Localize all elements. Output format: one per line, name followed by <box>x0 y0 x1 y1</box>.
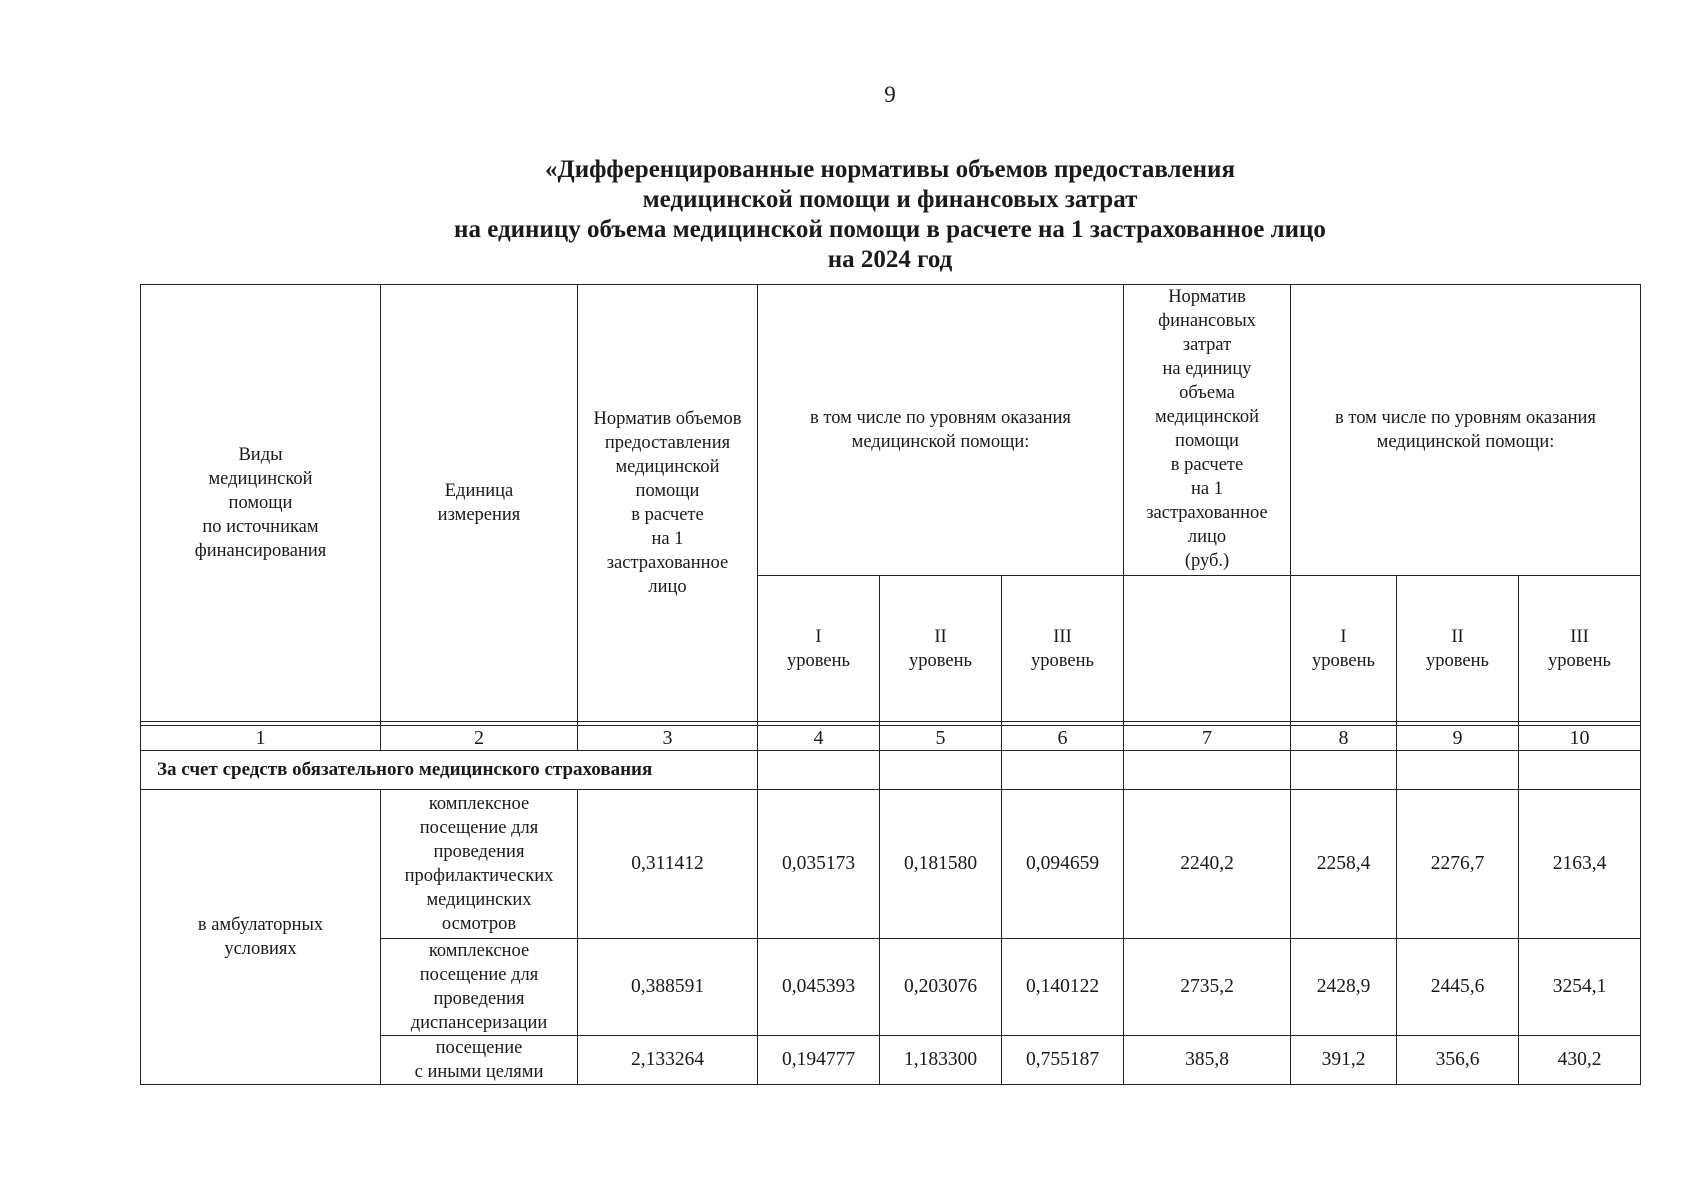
value-cell: 0,755187 <box>1002 1036 1124 1085</box>
value-cell: 2276,7 <box>1397 790 1519 939</box>
column-number: 1 <box>141 726 381 751</box>
value-cell: 0,140122 <box>1002 939 1124 1036</box>
column-number: 4 <box>758 726 880 751</box>
column-number: 6 <box>1002 726 1124 751</box>
value-cell: 2735,2 <box>1124 939 1291 1036</box>
value-cell: 385,8 <box>1124 1036 1291 1085</box>
title-line-1: «Дифференцированные нормативы объемов предоставления <box>545 156 1235 183</box>
value-cell: 2258,4 <box>1291 790 1397 939</box>
value-cell: 0,203076 <box>880 939 1002 1036</box>
row-unit: комплексное посещение для проведения профилактических медицинских осмотров <box>381 790 578 939</box>
column-number: 9 <box>1397 726 1519 751</box>
header-volume-level-1: I уровень <box>758 576 880 722</box>
header-cost-level-3: III уровень <box>1519 576 1641 722</box>
title-line-3: на единицу объема медицинской помощи в расчете на 1 застрахованное лицо <box>454 216 1326 243</box>
header-care-type: Виды медицинской помощи по источникам финансирования <box>141 285 381 722</box>
column-number: 2 <box>381 726 578 751</box>
row-unit: комплексное посещение для проведения диспансеризации <box>381 939 578 1036</box>
value-cell: 356,6 <box>1397 1036 1519 1085</box>
norms-table <box>140 284 1641 1085</box>
value-cell: 0,094659 <box>1002 790 1124 939</box>
value-cell: 391,2 <box>1291 1036 1397 1085</box>
header-volume-level-3: III уровень <box>1002 576 1124 722</box>
table-row <box>141 790 1641 939</box>
title-line-4: на 2024 год <box>827 246 953 273</box>
document-title <box>360 155 1420 275</box>
column-number: 7 <box>1124 726 1291 751</box>
value-cell: 0,035173 <box>758 790 880 939</box>
value-cell: 0,388591 <box>578 939 758 1036</box>
header-unit: Единица измерения <box>381 285 578 722</box>
column-number: 10 <box>1519 726 1641 751</box>
group-label: в амбулаторных условиях <box>141 790 381 1085</box>
header-cost-levels-group: в том числе по уровням оказания медицинской помощи: <box>1291 285 1641 576</box>
header-volume-norm: Норматив объемов предоставления медицинской помощи в расчете на 1 застрахованное лицо <box>578 285 758 722</box>
header-cost-level-2: II уровень <box>1397 576 1519 722</box>
title-line-2: медицинской помощи и финансовых затрат <box>642 186 1138 213</box>
column-numbers-row <box>141 726 1641 751</box>
column-number: 8 <box>1291 726 1397 751</box>
column-number: 3 <box>578 726 758 751</box>
value-cell: 2428,9 <box>1291 939 1397 1036</box>
row-unit: посещение с иными целями <box>381 1036 578 1085</box>
value-cell: 3254,1 <box>1519 939 1641 1036</box>
section-label: За счет средств обязательного медицинского страхования <box>141 751 758 790</box>
value-cell: 430,2 <box>1519 1036 1641 1085</box>
page-number: 9 <box>884 82 896 107</box>
value-cell: 2,133264 <box>578 1036 758 1085</box>
value-cell: 1,183300 <box>880 1036 1002 1085</box>
value-cell: 0,194777 <box>758 1036 880 1085</box>
header-volume-level-2: II уровень <box>880 576 1002 722</box>
value-cell: 0,045393 <box>758 939 880 1036</box>
header-volume-levels-group: в том числе по уровням оказания медицинской помощи: <box>758 285 1124 576</box>
value-cell: 0,181580 <box>880 790 1002 939</box>
column-number: 5 <box>880 726 1002 751</box>
value-cell: 2240,2 <box>1124 790 1291 939</box>
value-cell: 0,311412 <box>578 790 758 939</box>
section-row <box>141 751 1641 790</box>
value-cell: 2163,4 <box>1519 790 1641 939</box>
header-cost-norm: Норматив финансовых затрат на единицу объема медицинской помощи в расчете на 1 застрахованное лицо (руб.) <box>1124 285 1291 576</box>
header-cost-level-1: I уровень <box>1291 576 1397 722</box>
header-cost-norm-empty <box>1124 576 1291 722</box>
value-cell: 2445,6 <box>1397 939 1519 1036</box>
